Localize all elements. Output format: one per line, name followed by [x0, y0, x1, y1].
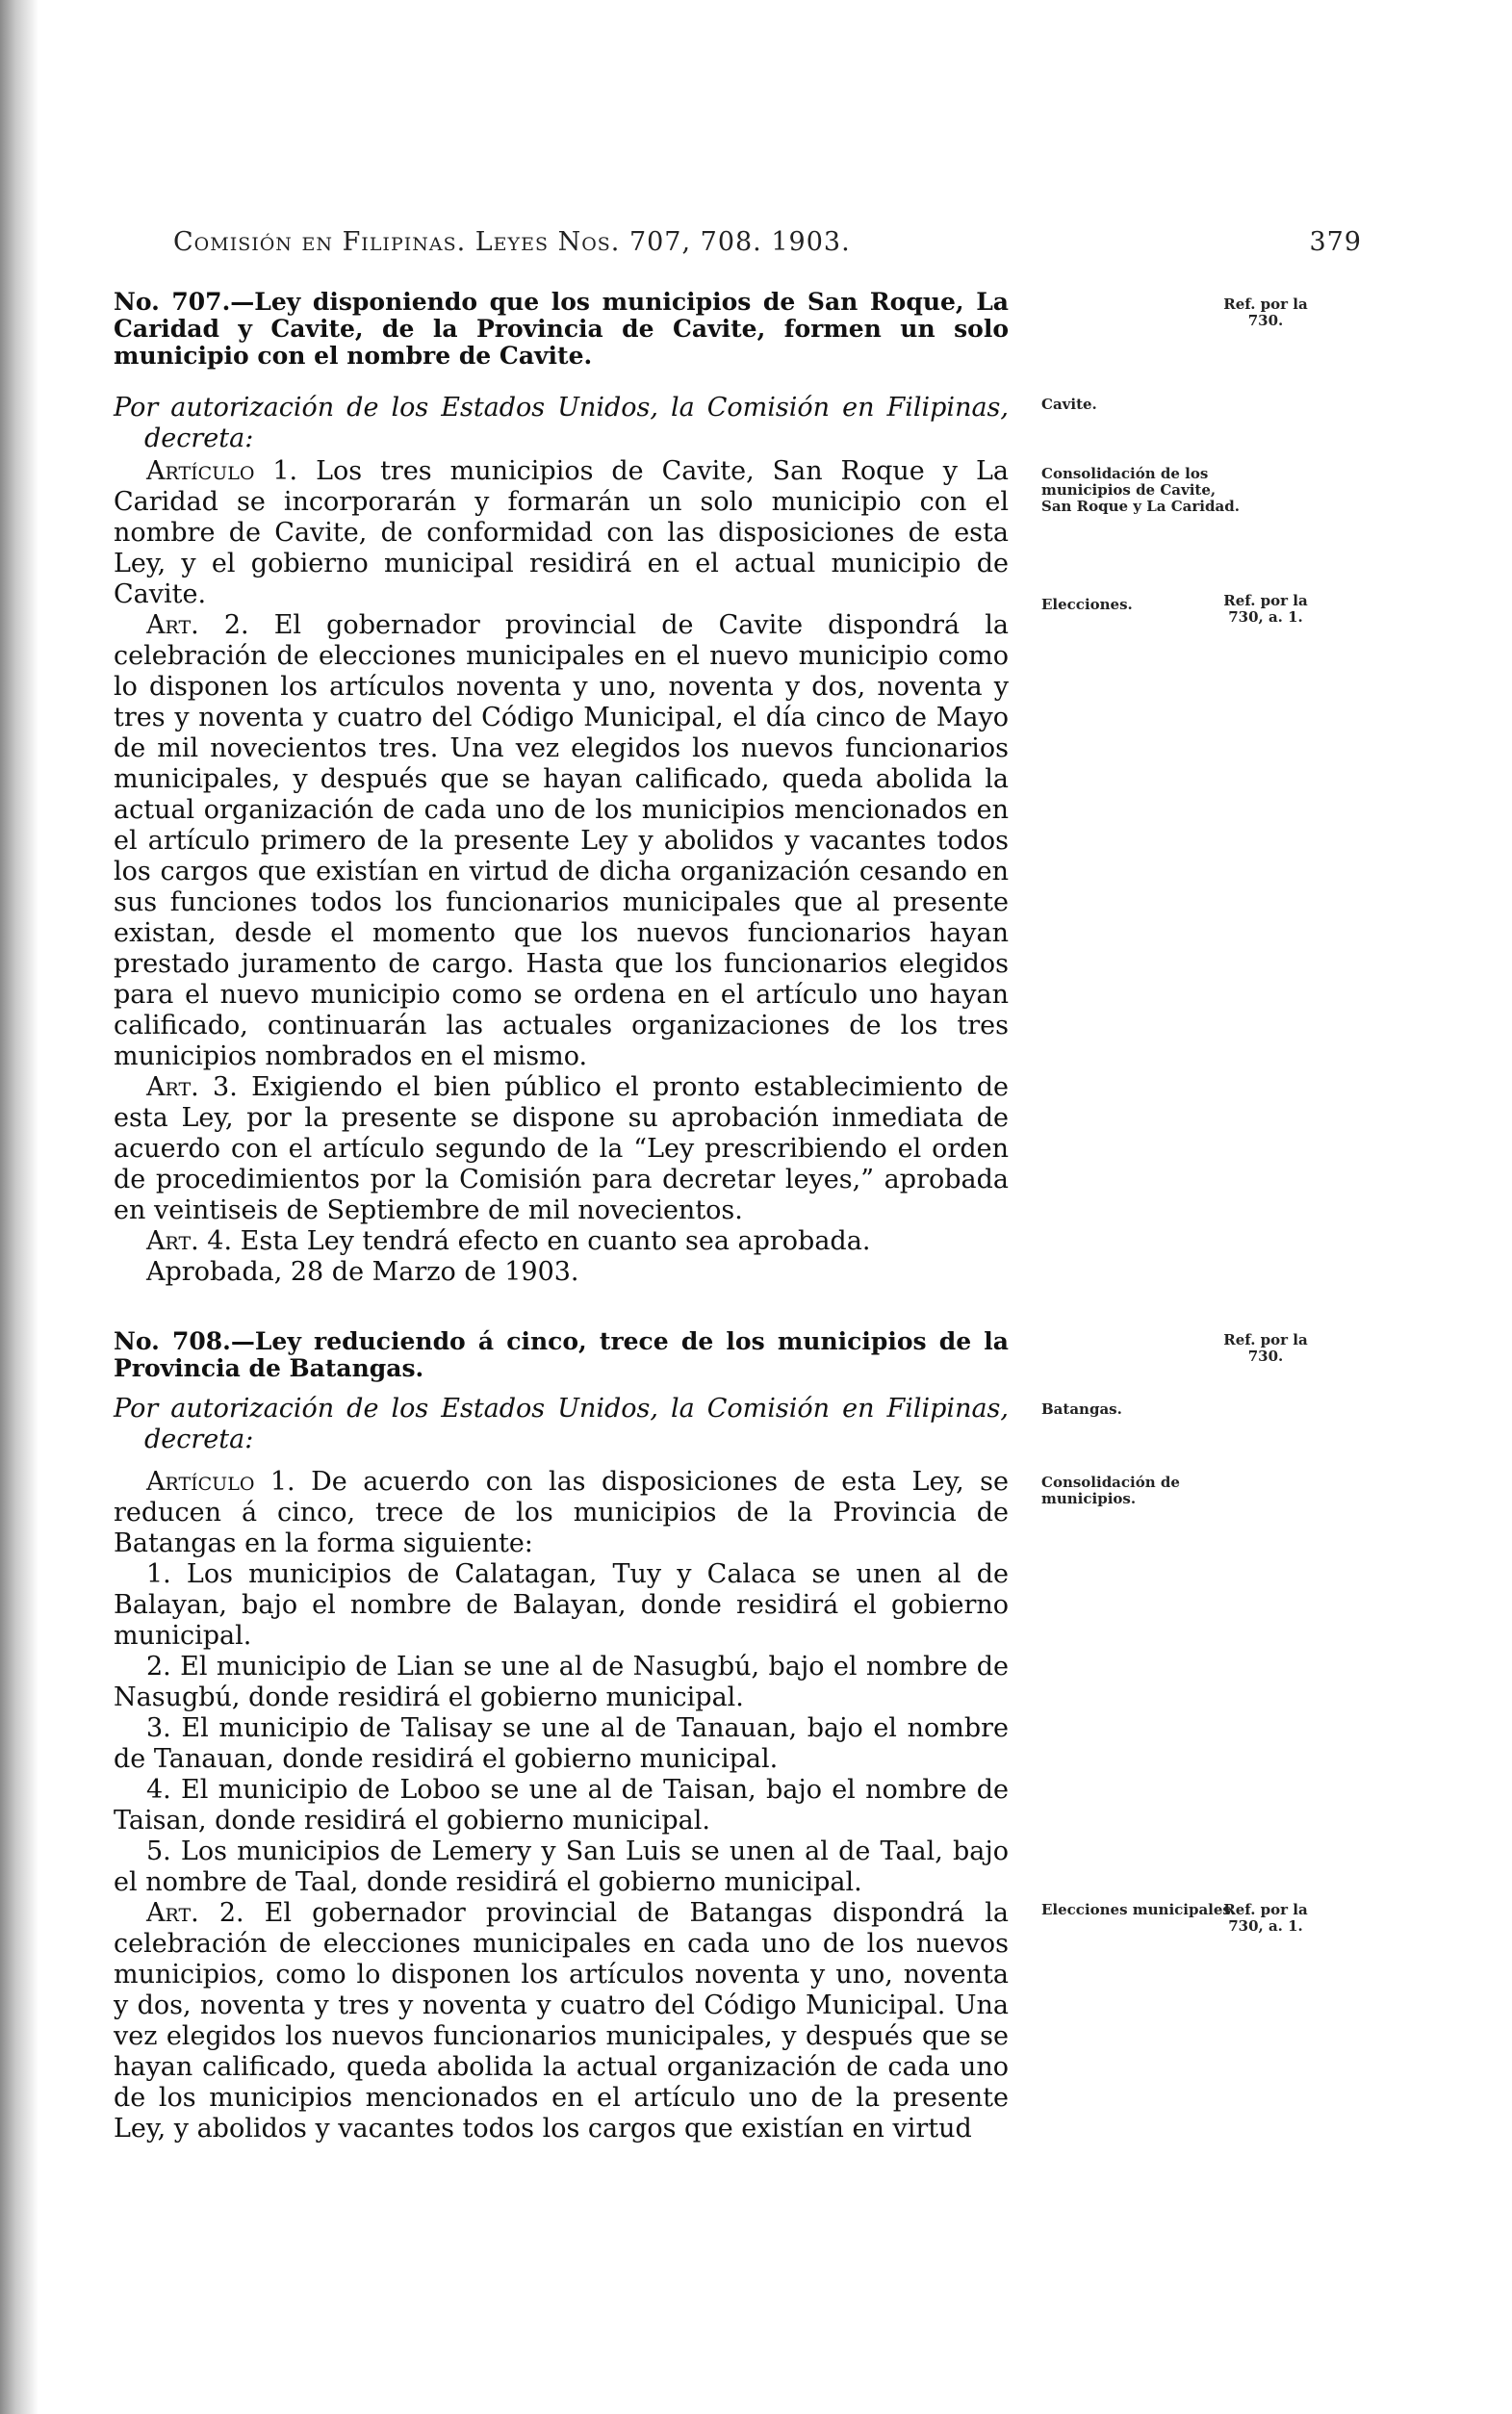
- law-707-art2-ref-note: Ref. por la 730, a. 1.: [1223, 592, 1308, 626]
- article-label: Art. 2.: [146, 1898, 244, 1928]
- law-708-margin-place: Batangas.: [1041, 1400, 1122, 1418]
- law-708-item-1: 1. Los municipios de Calatagan, Tuy y Calaca se unen al de Balayan, bajo el nombre de Balayan, donde residirá el gobierno municipal.: [114, 1559, 1009, 1651]
- law-707-title-block: [114, 289, 1009, 370]
- law-708-enacting-block: [114, 1394, 1009, 1455]
- article-text: Esta Ley tendrá efecto en cuanto sea aprobada.: [240, 1226, 871, 1256]
- law-708-item-5: 5. Los municipios de Lemery y San Luis se unen al de Taal, bajo el nombre de Taal, donde residirá el gobierno municipal.: [114, 1836, 1009, 1897]
- law-707-title: No. 707.—Ley disponiendo que los municipios de San Roque, La Caridad y Cavite, de la Provincia de Cavite, formen un solo municipio con el nombre de Cavite.: [114, 288, 1009, 370]
- law-707-approval-date: Aprobada, 28 de Marzo de 1903.: [146, 1257, 579, 1287]
- law-707-margin-place: Cavite.: [1041, 396, 1097, 413]
- article-label: Art. 2.: [146, 610, 249, 640]
- law-708-item-3: 3. El municipio de Talisay se une al de Tanauan, bajo el nombre de Tanauan, donde residirá el gobierno municipal.: [114, 1713, 1009, 1774]
- law-708-art2-ref-note: Ref. por la 730, a. 1.: [1223, 1901, 1308, 1935]
- law-707-margin-consolidation: Consolidación de los municipios de Cavite, San Roque y La Caridad.: [1041, 465, 1240, 515]
- law-707-body: [114, 456, 1009, 1288]
- law-707-article-4: [114, 1226, 1009, 1257]
- running-head: [173, 227, 1362, 257]
- law-707-article-1: [114, 456, 1009, 610]
- law-707-margin-elections: Elecciones.: [1041, 596, 1133, 613]
- law-708-enacting-clause: Por autorización de los Estados Unidos, la Comisión en Filipinas, decreta:: [114, 1394, 1009, 1454]
- article-label: Artículo 1.: [146, 1467, 295, 1497]
- article-label: Artículo 1.: [146, 456, 298, 486]
- article-text: El gobernador provincial de Batangas dispondrá la celebración de elecciones municipales en cada uno de los nuevos municipios, como lo disponen los artículos noventa y uno, noventa y dos, noventa y tres y noventa y cuatro del Código Municipal. Una vez elegidos los nuevos funcionarios municipales, y después que se hayan calificado, queda abolida la actual organización de cada uno de los municipios mencionados en el artículo uno de la presente Ley, y abolidos y vacantes todos los cargos que existían en virtud: [114, 1898, 1009, 2144]
- law-708-title: No. 708.—Ley reduciendo á cinco, trece de los municipios de la Provincia de Batangas.: [114, 1327, 1009, 1382]
- article-text: Exigiendo el bien público el pronto establecimiento de esta Ley, por la presente se dispone su aprobación inmediata de acuerdo con el artículo segundo de la “Ley prescribiendo el orden de procedimientos por la Comisión para decretar leyes,” aprobada en veintiseis de Septiembre de mil novecientos.: [114, 1072, 1009, 1225]
- page-number: 379: [1309, 227, 1362, 257]
- article-label: Art. 4.: [146, 1226, 233, 1256]
- law-707-ref-note: Ref. por la 730.: [1223, 295, 1308, 329]
- running-head-title: Comisión en Filipinas. Leyes Nos. 707, 708. 1903.: [173, 227, 851, 257]
- law-707-enacting-clause: Por autorización de los Estados Unidos, la Comisión en Filipinas, decreta:: [114, 393, 1009, 453]
- law-708-item-2: 2. El municipio de Lian se une al de Nasugbú, bajo el nombre de Nasugbú, donde residirá el gobierno municipal.: [114, 1652, 1009, 1712]
- law-708-margin-elections: Elecciones municipales.: [1041, 1901, 1237, 1918]
- law-708-title-block: [114, 1328, 1009, 1382]
- law-707-article-2: [114, 610, 1009, 1072]
- article-label: Art. 3.: [146, 1072, 238, 1102]
- law-708-body: [114, 1467, 1009, 2144]
- article-text: Los tres municipios de Cavite, San Roque y La Caridad se incorporarán y formarán un solo municipio con el nombre de Cavite, de conformidad con las disposiciones de esta Ley, y el gobierno municipal residirá en el actual municipio de Cavite.: [114, 456, 1009, 609]
- law-708-margin-consolidation: Consolidación de municipios.: [1041, 1474, 1180, 1507]
- law-707-enacting-block: [114, 393, 1009, 454]
- law-708-article-1: [114, 1467, 1009, 1559]
- law-707-article-3: [114, 1072, 1009, 1226]
- article-text: El gobernador provincial de Cavite dispondrá la celebración de elecciones municipales en el nuevo municipio como lo disponen los artículos noventa y uno, noventa y dos, noventa y tres y noventa y cuatro del Código Municipal, el día cinco de Mayo de mil novecientos tres. Una vez elegidos los nuevos funcionarios municipales, y después que se hayan calificado, queda abolida la actual organización de cada uno de los municipios mencionados en el artículo primero de la presente Ley y abolidos y vacantes todos los cargos que existían en virtud de dicha organización cesando en sus funciones todos los funcionarios municipales que al presente existan, desde el momento que los nuevos funcionarios hayan prestado juramento de cargo. Hasta que los funcionarios elegidos para el nuevo municipio como se ordena en el artículo uno hayan calificado, continuarán las actuales organizaciones de los tres municipios nombrados en el mismo.: [114, 610, 1009, 1071]
- law-708-ref-note: Ref. por la 730.: [1223, 1331, 1308, 1365]
- law-708-item-4: 4. El municipio de Loboo se une al de Taisan, bajo el nombre de Taisan, donde residirá el gobierno municipal.: [114, 1775, 1009, 1836]
- article-text: De acuerdo con las disposiciones de esta Ley, se reducen á cinco, trece de los municipios de la Provincia de Batangas en la forma siguiente:: [114, 1467, 1009, 1558]
- law-708-article-2: [114, 1898, 1009, 2144]
